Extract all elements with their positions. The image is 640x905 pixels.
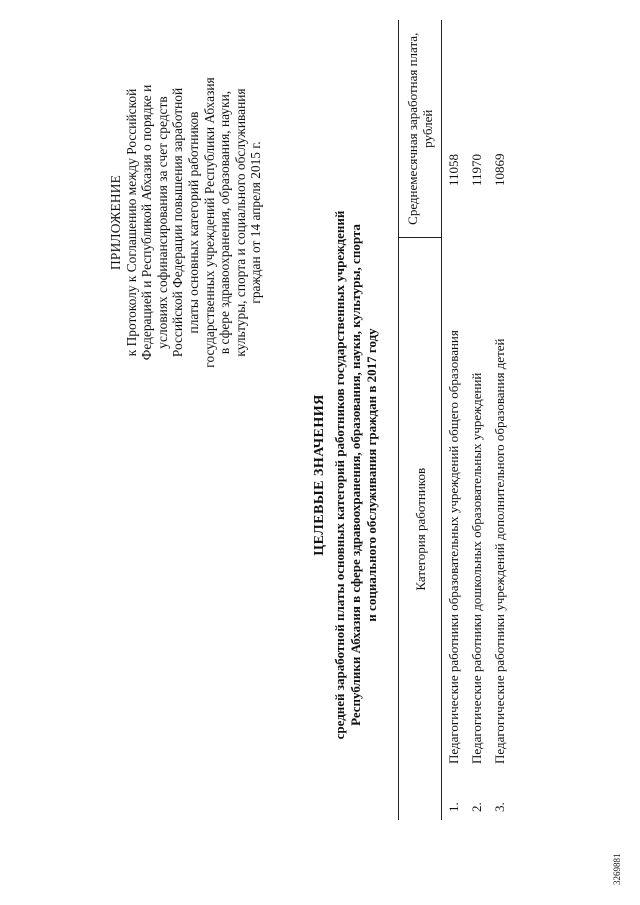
appendix-line: в сфере здравоохранения, образования, науки, <box>217 90 233 355</box>
appendix-line: Федерацией и Республикой Абхазия о порядке и <box>139 84 155 361</box>
targets-title: ЦЕЛЕВЫЕ ЗНАЧЕНИЯ <box>312 394 327 556</box>
document-id: 3269881 <box>612 853 622 885</box>
row-category: Педагогические работники дошкольных образовательных учреждений <box>469 372 484 764</box>
table-row <box>465 20 488 820</box>
header-salary: Среднемесячная заработная плата, рублей <box>399 20 442 238</box>
appendix-line: культуры, спорта и социального обслуживания <box>232 88 248 357</box>
appendix-line: платы основных категорий работников <box>185 111 201 334</box>
appendix-line: граждан от 14 апреля 2015 г. <box>248 141 264 304</box>
targets-block <box>312 165 380 785</box>
appendix-line: условиях софинансирования за счет средств <box>154 96 170 349</box>
row-number: 3. <box>492 802 507 812</box>
row-salary: 11058 <box>446 153 461 186</box>
targets-line: средней заработной платы основных категорий работников государственных учреждений <box>332 210 347 740</box>
table-row <box>442 20 466 820</box>
targets-line: Республики Абхазия в сфере здравоохранения, образования, науки, культуры, спорта <box>348 224 363 726</box>
table-row <box>488 20 511 820</box>
row-number: 2. <box>469 802 484 812</box>
salary-table <box>398 20 511 820</box>
row-category: Педагогические работники учреждений дополнительного образования детей <box>492 338 507 764</box>
appendix-heading: ПРИЛОЖЕНИЕ <box>108 175 123 270</box>
appendix-line: Российской Федерации повышения заработной <box>170 87 186 358</box>
appendix-block <box>108 60 264 385</box>
row-salary: 11970 <box>469 153 484 186</box>
row-salary: 10869 <box>492 153 507 186</box>
row-number: 1. <box>446 802 461 812</box>
targets-line: и социального обслуживания граждан в 2017 году <box>364 328 379 622</box>
appendix-line: государственных учреждений Республики Абхазия <box>201 77 217 368</box>
appendix-line: к Протоколу к Соглашению между Российской <box>123 88 139 357</box>
row-category: Педагогические работники образовательных учреждений общего образования <box>446 330 461 764</box>
table-header-row <box>399 20 442 820</box>
header-category: Категория работников <box>399 238 442 820</box>
